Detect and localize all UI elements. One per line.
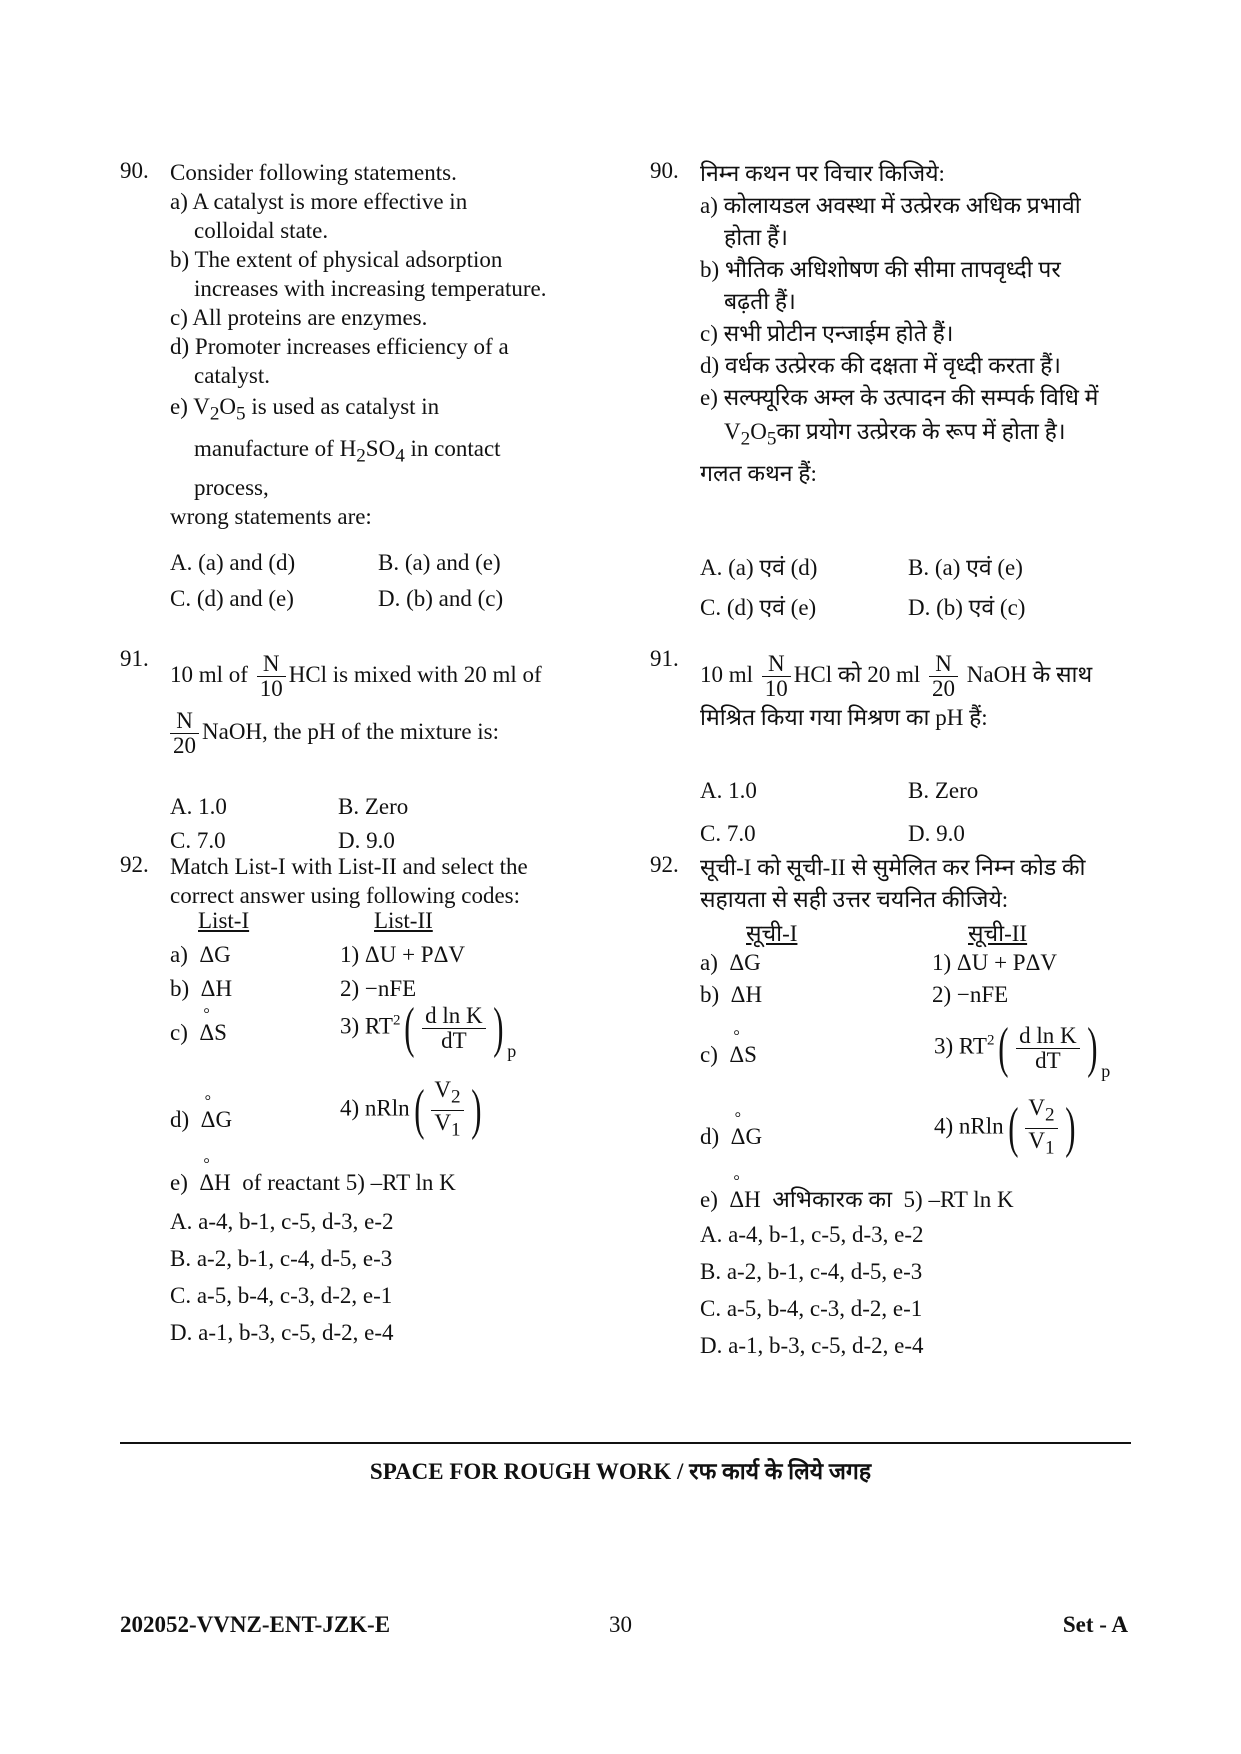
question-stem: निम्न कथन पर विचार किजिये:: [700, 161, 945, 186]
list-1-heading: List-I: [198, 908, 250, 933]
statement-b-cont: बढ़ती हैं।: [724, 289, 796, 314]
statement-a-cont: colloidal state.: [194, 218, 329, 243]
option-a[interactable]: A. (a) and (d): [170, 550, 296, 575]
paper-code: 202052-VVNZ-ENT-JZK-E: [120, 1612, 391, 1637]
row-3: 3) $RT^2$( $\frac{\text{d ln K}}{dT}$ ) $_p$: [934, 1017, 1111, 1081]
option-a[interactable]: A. 1.0: [170, 794, 227, 819]
question-stem: सूची-I को सूची-II से सुमेलित कर निम्न कोड की: [700, 855, 1086, 880]
statement-a: a) A catalyst is more effective in: [170, 189, 468, 214]
set-label: Set - A: [1062, 1612, 1128, 1637]
row-c: c) ° ΔS: [700, 1042, 757, 1068]
question-ask: गलत कथन हैं:: [700, 460, 817, 486]
row-b: b) ΔH: [700, 982, 763, 1007]
question-number: 90.: [650, 158, 679, 183]
row-2: 2) −nFE: [340, 976, 417, 1001]
question-number: 90.: [120, 158, 149, 183]
option-d[interactable]: D. (b) and (c): [378, 586, 504, 611]
question-number: 91.: [120, 646, 149, 671]
fraction-v2-v1: $\frac{V_2}{V_1}$: [1025, 1096, 1057, 1160]
statement-c: c) सभी प्रोटीन एन्जाईम होते हैं।: [700, 321, 954, 346]
question-stem-cont: सहायता से सही उत्तर चयनित कीजिये:: [700, 887, 1009, 912]
divider: [120, 1442, 1131, 1444]
option-c[interactable]: C. (d) and (e): [170, 586, 294, 611]
statement-e-cont: $V_2O_5का$ प्रयोग उत्प्रेरक के रूप में होता है।: [724, 419, 1066, 450]
formula-h2so4: $H_2SO_4$: [339, 435, 405, 467]
option-a[interactable]: A. a-4, b-1, c-5, d-3, e-2: [170, 1209, 394, 1234]
fraction-n-20: $\frac{N}{20}$: [170, 709, 199, 758]
fraction-dlnk-dt: $\frac{\text{d ln K}}{dT}$: [422, 1004, 486, 1053]
question-stem: 10 ml of $\frac{N}{10}$ HCl is mixed with 20 ml of: [170, 651, 542, 701]
option-b[interactable]: B. Zero: [338, 794, 409, 819]
question-number: 92.: [120, 852, 149, 877]
question-stem-cont: मिश्रित किया गया मिश्रण का pH हैं:: [700, 705, 988, 730]
option-c[interactable]: C. 7.0: [700, 821, 756, 846]
row-3: 3) $RT^2$( $\frac{\text{d ln K}}{dT}$ ) $_p$: [340, 997, 517, 1061]
question-ask: wrong statements are:: [170, 504, 372, 530]
statement-d-cont: catalyst.: [194, 363, 270, 388]
row-d: d) ° ΔG: [700, 1124, 762, 1150]
row-4: 4) nRln( $\frac{V_2}{V_1}$ ): [934, 1095, 1075, 1160]
row-b: b) ΔH: [170, 976, 233, 1001]
row-a: a) ΔG: [170, 942, 231, 967]
option-b[interactable]: B. Zero: [908, 778, 979, 803]
statement-b-cont: increases with increasing temperature.: [194, 276, 547, 301]
option-d[interactable]: D. a-1, b-3, c-5, d-2, e-4: [700, 1333, 924, 1358]
option-b[interactable]: B. a-2, b-1, c-4, d-5, e-3: [170, 1246, 393, 1271]
statement-e-cont2: process,: [194, 475, 269, 501]
fraction-v2-v1: $\frac{V_2}{V_1}$: [431, 1078, 463, 1142]
option-b[interactable]: B. a-2, b-1, c-4, d-5, e-3: [700, 1259, 923, 1284]
statement-a-cont: होता हैं।: [724, 225, 788, 250]
statement-b: b) The extent of physical adsorption: [170, 247, 503, 272]
row-4: 4) nRln( $\frac{V_2}{V_1}$ ): [340, 1077, 481, 1142]
option-a[interactable]: A. 1.0: [700, 778, 757, 803]
option-c[interactable]: C. a-5, b-4, c-3, d-2, e-1: [700, 1296, 923, 1321]
statement-d: d) वर्धक उत्प्रेरक की दक्षता में वृध्दी करता हैं।: [700, 353, 1062, 378]
row-e: e) ° ΔH of reactant 5) –RT ln K: [170, 1170, 456, 1196]
option-c[interactable]: C. (d) एवं (e): [700, 595, 817, 620]
question-stem: Match List-I with List-II and select the: [170, 854, 528, 879]
option-c[interactable]: C. 7.0: [170, 828, 226, 853]
statement-e: e) $V_2O_5$ is used as catalyst in: [170, 394, 440, 425]
row-1: 1) ΔU + PΔV: [932, 950, 1057, 975]
question-stem-cont: correct answer using following codes:: [170, 883, 521, 908]
row-a: a) ΔG: [700, 950, 761, 975]
question-number: 91.: [650, 646, 679, 671]
option-d[interactable]: D. 9.0: [338, 828, 395, 853]
row-1: 1) ΔU + PΔV: [340, 942, 465, 967]
option-d[interactable]: D. (b) एवं (c): [908, 595, 1026, 620]
statement-d: d) Promoter increases efficiency of a: [170, 334, 509, 359]
list-1-heading: सूची-I: [746, 921, 798, 946]
row-d: d) ° ΔG: [170, 1107, 232, 1133]
option-a[interactable]: A. a-4, b-1, c-5, d-3, e-2: [700, 1222, 924, 1247]
page-number: 30: [609, 1612, 632, 1637]
option-b[interactable]: B. (a) एवं (e): [908, 555, 1023, 580]
row-e: e) ° ΔH अभिकारक का 5) –RT ln K: [700, 1182, 1014, 1214]
statement-a: a) कोलायडल अवस्था में उत्प्रेरक अधिक प्रभावी: [700, 193, 1081, 218]
option-c[interactable]: C. a-5, b-4, c-3, d-2, e-1: [170, 1283, 393, 1308]
formula-v2o5: $V_2O_5$: [193, 394, 246, 425]
fraction-n-10: $\frac{N}{10}$: [257, 652, 286, 701]
statement-b: b) भौतिक अधिशोषण की सीमा तापवृध्दी पर: [700, 257, 1061, 282]
rough-work-label: SPACE FOR ROUGH WORK / रफ कार्य के लिये जगह: [369, 1459, 872, 1484]
row-2: 2) −nFE: [932, 982, 1009, 1007]
statement-e: e) सल्फ्यूरिक अम्ल के उत्पादन की सम्पर्क विधि में: [700, 385, 1099, 410]
option-a[interactable]: A. (a) एवं (d): [700, 555, 818, 580]
list-2-heading: सूची-II: [968, 921, 1028, 946]
list-2-heading: List-II: [374, 908, 433, 933]
question-stem: Consider following statements.: [170, 160, 457, 185]
formula-v2o5: $V_2O_5$: [724, 419, 777, 450]
fraction-n-20: $\frac{N}{20}$: [929, 652, 958, 701]
option-d[interactable]: D. a-1, b-3, c-5, d-2, e-4: [170, 1320, 394, 1345]
question-stem: 10 ml $\frac{N}{10}$ HCl को 20 ml $\frac{N}{20}$ NaOH के साथ: [700, 651, 1093, 701]
row-c: c) ° ΔS: [170, 1020, 227, 1046]
fraction-dlnk-dt: $\frac{\text{d ln K}}{dT}$: [1016, 1024, 1080, 1073]
fraction-n-10: $\frac{N}{10}$: [762, 652, 791, 701]
statement-e-cont: manufacture of $H_2SO_4$ in contact: [194, 435, 501, 467]
question-number: 92.: [650, 852, 679, 877]
option-b[interactable]: B. (a) and (e): [378, 550, 501, 575]
statement-c: c) All proteins are enzymes.: [170, 305, 428, 330]
option-d[interactable]: D. 9.0: [908, 821, 965, 846]
